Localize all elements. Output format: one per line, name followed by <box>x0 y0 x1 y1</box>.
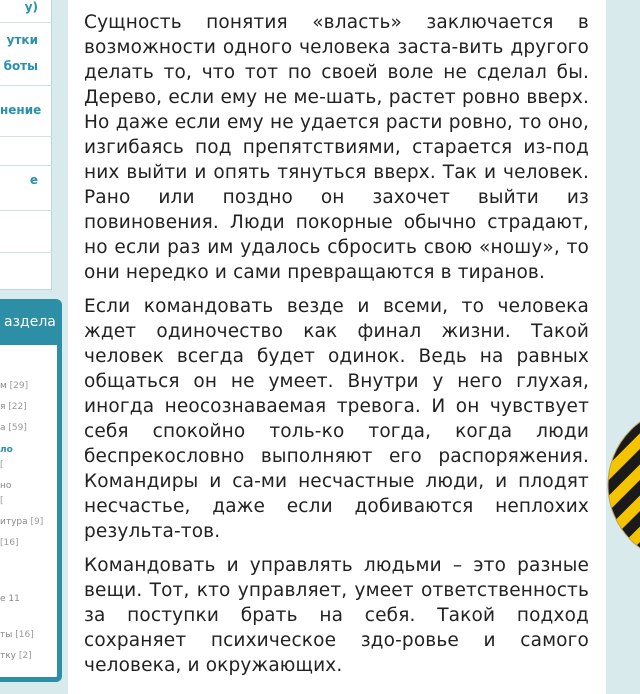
article-content <box>68 0 606 694</box>
category-item[interactable]: итура [9] <box>0 517 44 527</box>
sidebar-menu-item[interactable]: е <box>29 173 38 187</box>
sidebar-menu-item[interactable]: нение <box>0 103 42 117</box>
category-item[interactable]: [16] <box>0 538 19 548</box>
category-item[interactable]: тку [2] <box>0 651 32 661</box>
left-sidebar <box>0 0 62 694</box>
category-item[interactable]: м [29] <box>0 381 29 391</box>
striped-ball-icon <box>606 405 640 565</box>
category-item[interactable]: ты [16] <box>0 630 34 640</box>
article-paragraph: Сущность понятия «власть» заключается в возможности одного человека заста-вить другого делать то, что тот по своей воле не сделал бы. Дерево, если ему не ме-шать, растет ровно вверх. Но даже если ему не удается расти ровно, то оно, изгибаясь под препятствиями, старается из-под них выйти и опять тянуться вверх. Так и человек. Рано или поздно он захочет выйти из повиновения. Люди покорные обычно страдают, но если раз им удалось сбросить свою «ношу», то они нередко и сами превращаются в тиранов. <box>84 12 589 283</box>
sidebar-menu-item[interactable]: утки <box>6 33 38 47</box>
category-item[interactable]: но <box>0 481 12 491</box>
category-item[interactable]: е 11 <box>0 594 20 604</box>
menu-divider <box>0 85 52 86</box>
category-item[interactable]: ] <box>0 496 4 506</box>
article-paragraph: Если командовать везде и всеми, то человека ждет одиночество как финал жизни. Такой человек всегда будет одинок. Ведь на равных общаться он не умеет. Внутри у него глухая, иногда неосознаваемая тревога. И он чувствует себя спокойно толь-ко тогда, когда люди беспрекословно выполняют его распоряжения. Командиры и са-ми несчастные люди, и плодят несчастье, даже если добиваются неплохих результа-тов. <box>84 296 589 542</box>
menu-divider <box>0 136 52 137</box>
menu-divider <box>0 22 52 23</box>
section-header: аздела <box>0 299 62 345</box>
menu-divider <box>0 210 52 211</box>
category-list <box>0 345 62 682</box>
sidebar-menu-item[interactable]: боты <box>3 59 38 73</box>
menu-divider <box>0 252 52 253</box>
category-item[interactable]: я [22] <box>0 402 27 412</box>
category-item[interactable]: а [59] <box>0 423 27 433</box>
sidebar-menu <box>0 0 52 290</box>
menu-divider <box>0 165 52 166</box>
category-item-active[interactable]: ло <box>0 445 13 455</box>
sidebar-menu-top-link[interactable]: у) <box>24 0 38 14</box>
category-item[interactable]: ] <box>0 460 4 470</box>
article-paragraph: Командовать и управлять людьми – это разные вещи. Тот, кто управляет, умеет ответственность за поступки брать на себя. Такой подход сохраняет психическое здо-ровье и самого человека, и окружающих. <box>84 555 589 676</box>
